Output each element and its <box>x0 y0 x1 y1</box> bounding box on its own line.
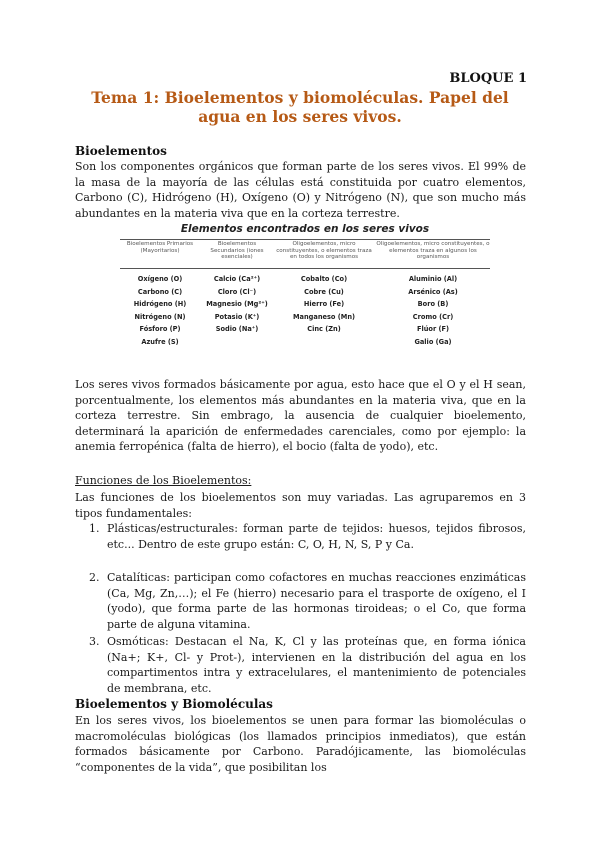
table-cell: Cinc (Zn) <box>307 325 341 334</box>
table-cell: Boro (B) <box>417 300 449 309</box>
table-cell: Cobalto (Co) <box>300 275 348 283</box>
table-cell: Flúor (F) <box>416 325 450 334</box>
list-number: 2. <box>89 571 100 584</box>
table-cell: Oxígeno (O) <box>137 275 183 283</box>
column-header: Bioelementos Secundarios (iones esenciales) <box>210 241 264 261</box>
list-text: Osmóticas: Destacan el Na, K, Cl y las proteínas que, en forma iónica (Na+; K+, Cl- y Prot-), intervienen en la distribución del agua en los compartimentos intra y extracelulares, el mantenimiento de potenciales de membrana, etc. <box>107 635 526 695</box>
figure-column-trace-some <box>376 241 490 349</box>
table-cell: Potasio (K⁺) <box>214 312 260 321</box>
figure-column-trace-all <box>276 241 372 336</box>
table-cell: Calcio (Ca²⁺) <box>213 275 261 283</box>
list-item <box>89 521 526 552</box>
list-item <box>89 634 526 696</box>
heading-biomoleculas: Bioelementos y Biomoléculas <box>75 697 273 711</box>
list-text: Plásticas/estructurales: forman parte de tejidos: huesos, tejidos fibrosos, etc... Dentro de este grupo están: C, O, H, N, S, P y Ca. <box>107 522 526 551</box>
figure-top-rule <box>120 239 490 240</box>
table-cell: Cobre (Cu) <box>304 287 344 296</box>
block-label: BLOQUE 1 <box>449 71 527 86</box>
figure-column-secondary <box>202 241 272 336</box>
heading-bioelementos: Bioelementos <box>75 144 167 158</box>
table-cell: Aluminio (Al) <box>408 275 458 283</box>
table-cell: Hidrógeno (H) <box>133 300 187 309</box>
heading-funciones: Funciones de los Bioelementos: <box>75 474 252 487</box>
elements-table-figure <box>120 223 490 363</box>
list-item <box>89 570 526 632</box>
list-number: 1. <box>89 522 100 535</box>
table-cell: Cromo (Cr) <box>412 312 454 321</box>
table-cell: Galio (Ga) <box>414 337 452 346</box>
list-text: Catalíticas: participan como cofactores en muchas reacciones enzimáticas (Ca, Mg, Zn,…); el Fe (hierro) necesario para el trasporte de oxígeno, el I (yodo), que forma parte de las hormonas tiroideas; o el Co, que forma parte de alguna vitamina. <box>107 571 526 631</box>
paragraph-funciones-intro: Las funciones de los bioelementos son muy variadas. Las agruparemos en 3 tipos fundamentales: <box>75 491 526 520</box>
column-header: Oligoelementos, micro constituyentes, o elementos traza en todos los organismos <box>276 241 372 261</box>
paragraph-biomoleculas: En los seres vivos, los bioelementos se unen para formar las biomoléculas o macromoléculas biológicas (los llamados principios inmediatos), que están formados básicamente por Carbono. Paradójicamente, las biomoléculas “componentes de la vida”, que posibilitan los <box>75 714 526 774</box>
column-header: Oligoelementos, micro constituyentes, o elementos traza en algunos los organismos <box>376 241 490 261</box>
table-cell: Nitrógeno (N) <box>134 312 186 321</box>
table-cell: Cloro (Cl⁻) <box>217 287 257 296</box>
column-header: Bioelementos Primarios (Mayoritarios) <box>126 241 194 254</box>
paragraph-after-figure: Los seres vivos formados básicamente por agua, esto hace que el O y el H sean, porcentualmente, los elementos más abundantes en la materia viva, que en la corteza terrestre. Sin embrago, la ausencia de cualquier bioelemento, determinará la aparición de enfermedades carenciales, como por ejemplo: la anemia ferropénica (falta de hierro), el bocio (falta de yodo), etc. <box>75 378 526 454</box>
table-cell: Manganeso (Mn) <box>292 312 356 321</box>
figure-title: Elementos encontrados en los seres vivos <box>180 223 430 235</box>
table-cell: Carbono (C) <box>137 287 183 296</box>
table-cell: Fósforo (P) <box>139 325 181 334</box>
table-cell: Arsénico (As) <box>408 287 458 296</box>
table-cell: Sodio (Na⁺) <box>215 325 259 334</box>
list-number: 3. <box>89 635 100 648</box>
page-title: Tema 1: Bioelementos y biomoléculas. Papel del agua en los seres vivos. <box>91 88 509 126</box>
table-cell: Magnesio (Mg²⁺) <box>206 300 268 309</box>
table-cell: Azufre (S) <box>141 337 179 346</box>
paragraph-intro: Son los componentes orgánicos que forman parte de los seres vivos. El 99% de la masa de la mayoría de las células está constituida por cuatro elementos, Carbono (C), Hidrógeno (H), Oxígeno (O) y Nitrógeno (N), que son mucho más abundantes en la materia viva que en la corteza terrestre. <box>75 160 526 220</box>
figure-column-primary <box>120 241 200 349</box>
table-cell: Hierro (Fe) <box>303 300 345 309</box>
